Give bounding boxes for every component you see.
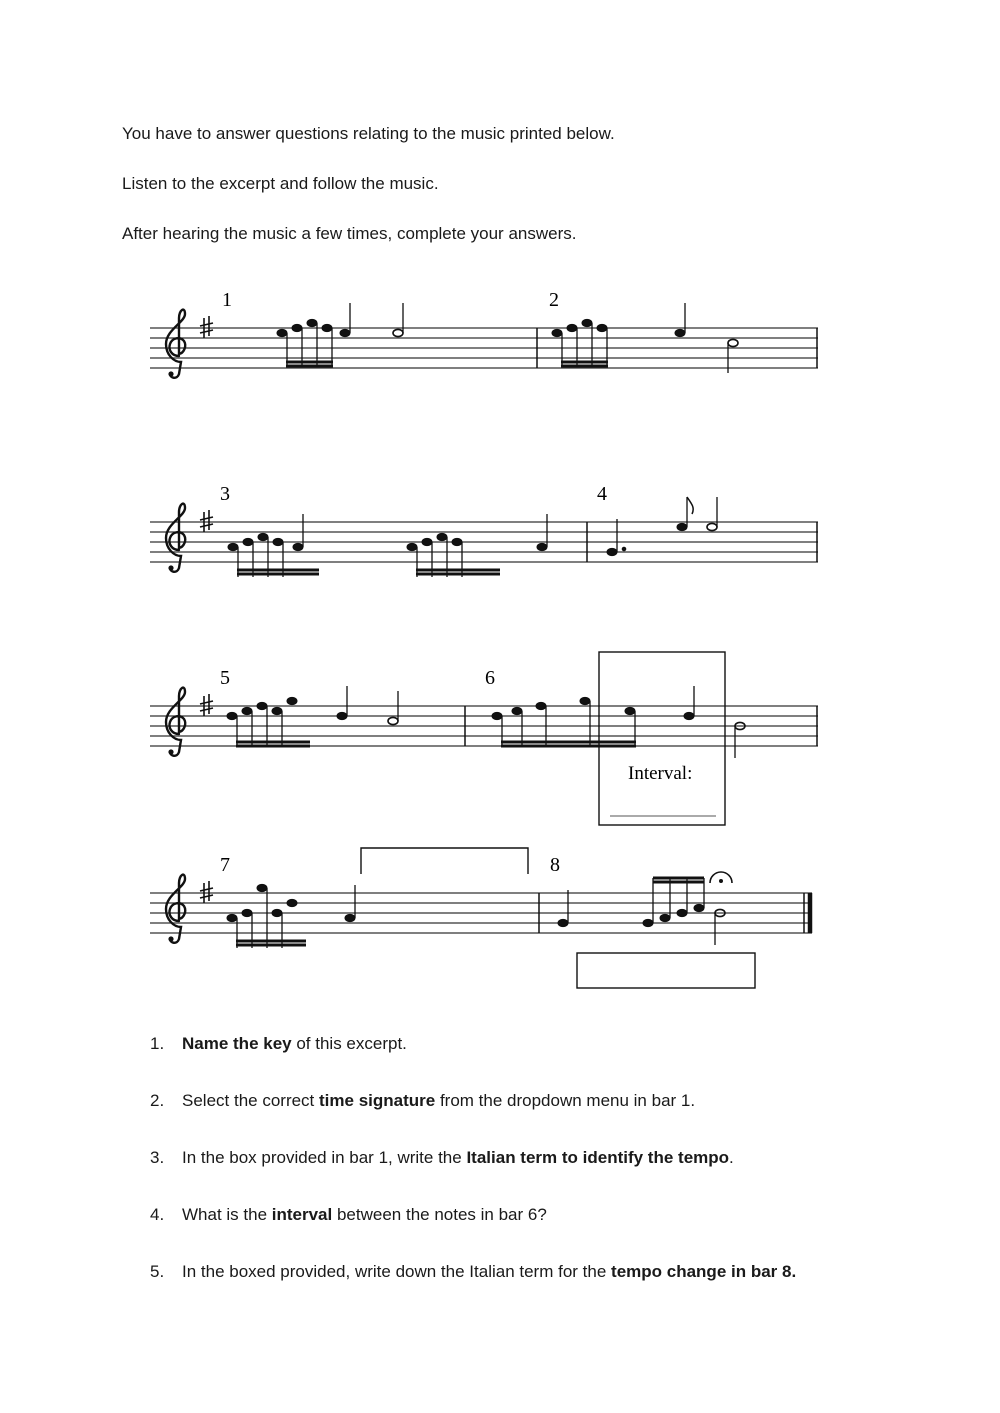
question-emphasis: time signature <box>319 1091 436 1110</box>
notes-bar-4 <box>607 497 717 556</box>
staff-system-1 <box>150 289 818 378</box>
bar-number: 5 <box>220 667 230 689</box>
question-text <box>182 1262 796 1281</box>
bar-number: 8 <box>550 854 560 876</box>
question-item <box>150 1030 796 1087</box>
question-text-run: from the dropdown menu in bar 1. <box>435 1091 696 1110</box>
question-number: 1. <box>150 1034 165 1053</box>
question-text <box>182 1205 547 1224</box>
sharp-icon <box>200 316 213 338</box>
notes-bar-3 <box>228 514 547 577</box>
question-text-run: What is the <box>182 1205 272 1224</box>
staff-system-4 <box>150 854 812 948</box>
question-text <box>182 1148 734 1167</box>
fermata-icon <box>710 872 732 883</box>
question-emphasis: Italian term to identify the tempo <box>466 1148 730 1167</box>
question-number: 3. <box>150 1148 165 1167</box>
question-text-run: . <box>729 1148 734 1167</box>
question-item <box>150 1087 796 1144</box>
question-text-run: of this excerpt. <box>291 1034 407 1053</box>
staff-system-3 <box>150 667 818 758</box>
sharp-icon <box>200 510 213 532</box>
bar-number: 2 <box>549 289 559 311</box>
notes-bar-7 <box>227 884 355 948</box>
intro-line: Listen to the excerpt and follow the music. <box>122 174 439 193</box>
question-emphasis: interval <box>271 1205 333 1224</box>
question-item <box>150 1201 796 1258</box>
interval-answer-box[interactable] <box>599 652 725 825</box>
interval-label: Interval: <box>628 763 693 784</box>
question-list <box>150 1030 796 1315</box>
intro-line: You have to answer questions relating to the music printed below. <box>122 124 615 143</box>
question-item <box>150 1144 796 1201</box>
staff-lines <box>150 328 818 368</box>
sharp-icon <box>200 881 213 903</box>
tempo-change-answer-box[interactable] <box>577 953 755 988</box>
bar-number: 3 <box>220 483 230 505</box>
bar-number: 1 <box>222 289 232 311</box>
intro-line: After hearing the music a few times, complete your answers. <box>122 224 577 243</box>
bar-7-answer-bracket[interactable] <box>361 848 528 874</box>
bar-number: 4 <box>597 483 607 505</box>
staff-system-2 <box>150 483 818 577</box>
question-emphasis: Name the key <box>182 1034 292 1053</box>
sharp-icon <box>200 694 213 716</box>
bar-number: 6 <box>485 667 495 689</box>
question-text <box>182 1034 407 1053</box>
question-item <box>150 1258 796 1315</box>
bar-number: 7 <box>220 854 230 876</box>
question-number: 2. <box>150 1091 165 1110</box>
notes-bar-8 <box>558 878 725 945</box>
question-number: 5. <box>150 1262 165 1281</box>
question-text-run: Select the correct <box>182 1091 320 1110</box>
notes-bar-1 <box>277 303 403 366</box>
question-text-run: between the notes in bar 6? <box>332 1205 547 1224</box>
question-text-run: In the box provided in bar 1, write the <box>182 1148 467 1167</box>
question-emphasis: tempo change in bar 8. <box>611 1262 797 1281</box>
question-text-run: In the boxed provided, write down the Italian term for the <box>182 1262 612 1281</box>
question-number: 4. <box>150 1205 165 1224</box>
question-text <box>182 1091 695 1110</box>
notes-bar-6 <box>492 686 745 758</box>
